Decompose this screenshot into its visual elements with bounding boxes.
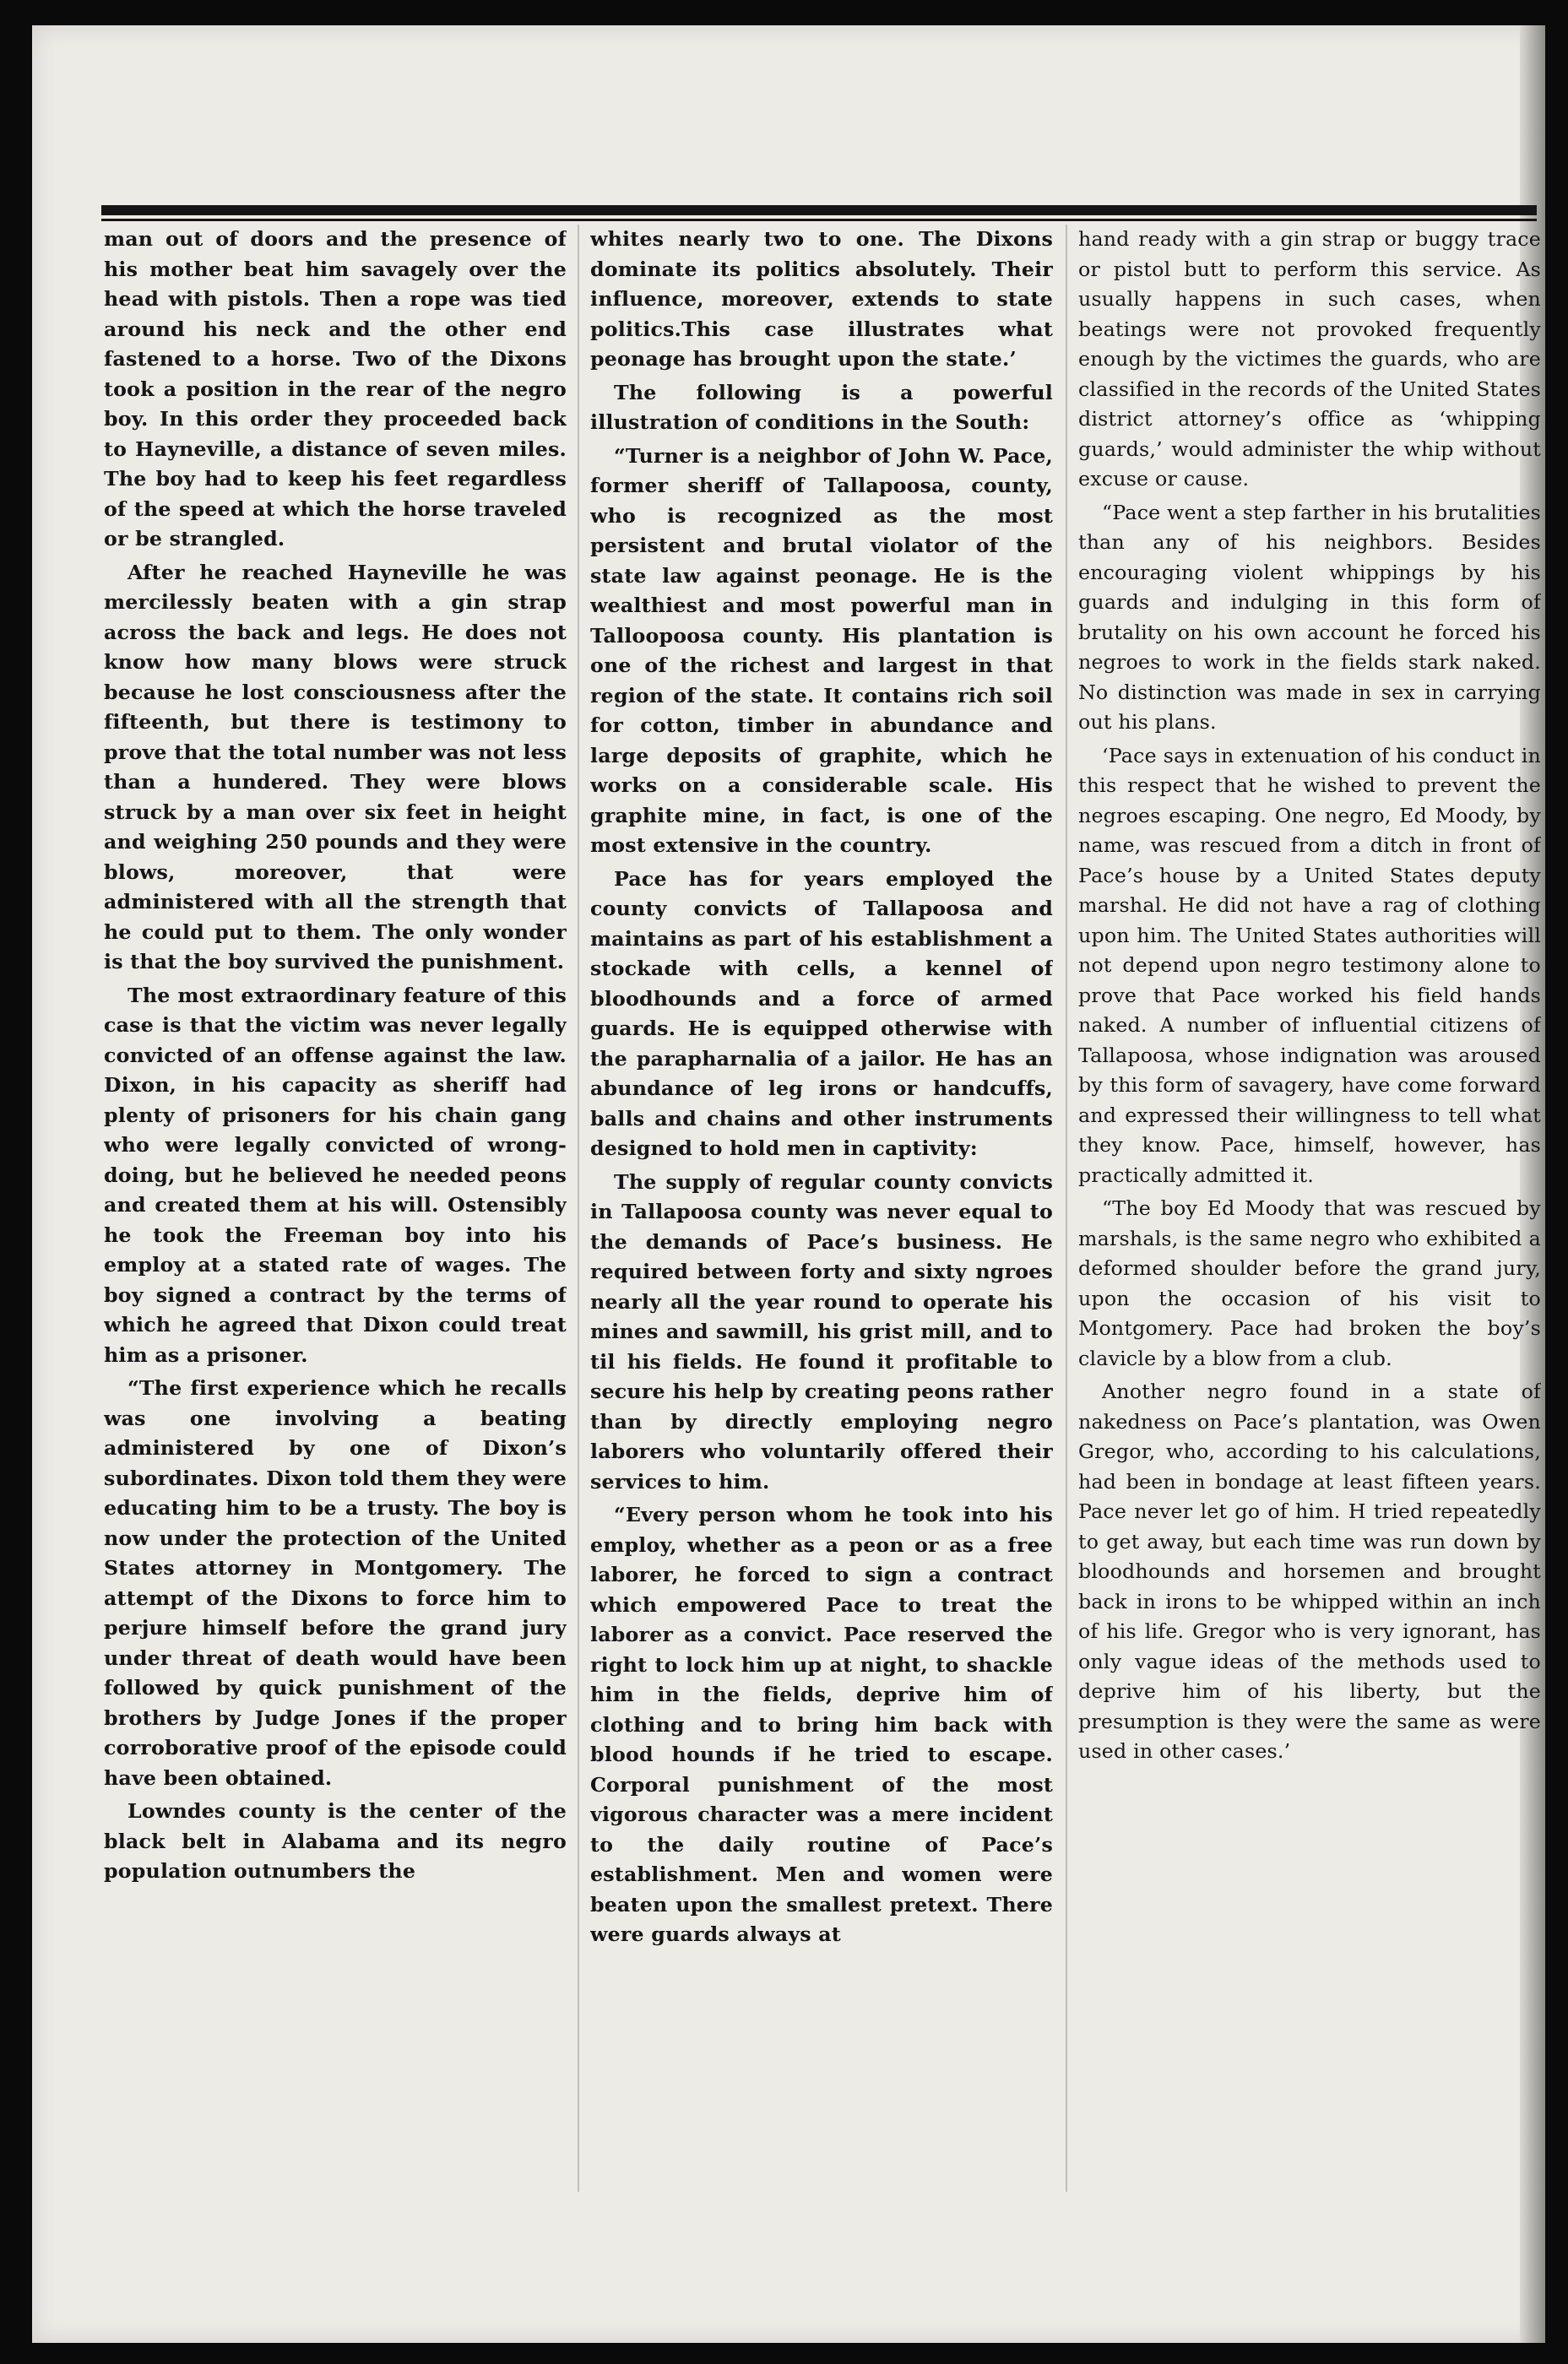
paragraph: “The boy Ed Moody that was rescued by marshals, is the same negro who exhibited a deformed shoulder before the grand jury, upon the occasion of his visit to Montgomery. Pace had broken the boy’s clavicle by a blow from a club. [1078,1196,1541,1370]
column-2 [590,225,1053,2192]
paragraph: Pace has for years employed the county convicts of Tallapoosa and maintains as part of his establishment a stockade with cells, a kennel of bloodhounds and a force of armed guards. He is equipped otherwise with the parapharnalia of a jailor. He has an abundance of leg irons or handcuffs, balls and chains and other instruments designed to hold men in captivity: [590,866,1053,1160]
column-divider [578,225,579,2192]
paragraph: “Pace went a step farther in his brutalities than any of his neighbors. Besides encouraging violent whippings by his guards and indulging in this form of brutality on his own account he forced his negroes to work in the fields stark naked. No distinction was made in sex in carrying out his plans. [1078,500,1541,734]
paragraph: Lowndes county is the center of the black belt in Alabama and its negro population outnumbers the [104,1799,567,1883]
column-divider [1066,225,1067,2192]
header-rule-thin [101,219,1537,221]
newspaper-page [32,25,1545,2343]
column-1 [104,225,567,2192]
paragraph: Another negro found in a state of nakedness on Pace’s plantation, was Owen Gregor, who, according to his calculations, had been in bondage at least fifteen years. Pace never let go of him. H tried repeatedly to get away, but each time was run down by bloodhounds and horsemen and brought back in irons to be whipped within an inch of his life. Gregor who is very ignorant, has only vague ideas of the methods used to deprive him of his liberty, but the presumption is they were the same as were used in other cases.’ [1078,1380,1541,1763]
paragraph: The following is a powerful illustration of conditions in the South: [590,380,1053,434]
paragraph: “The first experience which he recalls was one involving a beating administered by one of Dixon’s subordinates. Dixon told them they were educating him to be a trusty. The boy is now under the protection of the United States attorney in Montgomery. The attempt of the Dixons to force him to perjure himself before the grand jury under threat of death would have been followed by quick punishment of the brothers by Judge Jones if the proper corroborative proof of the episode could have been obtained. [104,1376,567,1790]
column-3 [1078,225,1541,2192]
paragraph: The most extraordinary feature of this case is that the victim was never legally convicted of an offense against the law. Dixon, in his capacity as sheriff had plenty of prisoners for his chain gang who were legally convicted of wrong-doing, but he believed he needed peons and created them at his will. Ostensibly he took the Freeman boy into his employ at a stated rate of wages. The boy signed a contract by the terms of which he agreed that Dixon could treat him as a prisoner. [104,983,567,1367]
paragraph: ‘Pace says in extenuation of his conduct in this respect that he wished to prevent the negroes escaping. One negro, Ed Moody, by name, was rescued from a ditch in front of Pace’s house by a United States deputy marshal. He did not have a rag of clothing upon him. The United States authorities will not depend upon negro testimony alone to prove that Pace worked his field hands naked. A number of influential citizens of Tallapoosa, whose indignation was aroused by this form of savagery, have come forward and expressed their willingness to tell what they know. Pace, himself, however, has practically admitted it. [1078,743,1541,1187]
header-rule-thick [101,205,1537,215]
paragraph: “Turner is a neighbor of John W. Pace, former sheriff of Tallapoosa, county, who is recognized as the most persistent and brutal violator of the state law against peonage. He is the wealthiest and most powerful man in Talloopoosa county. His plantation is one of the richest and largest in that region of the state. It contains rich soil for cotton, timber in abundance and large deposits of graphite, which he works on a considerable scale. His graphite mine, in fact, is one of the most extensive in the country. [590,443,1053,857]
article-columns [104,225,1539,2192]
paragraph: hand ready with a gin strap or buggy trace or pistol butt to perform this service. As usually happens in such cases, when beatings were not provoked frequently enough by the victimes the guards, who are classified in the records of the United States district attorney’s office as ‘whipping guards,’ would administer the whip without excuse or cause. [1078,227,1541,491]
paragraph: man out of doors and the presence of his mother beat him savagely over the head with pistols. Then a rope was tied around his neck and the other end fastened to a horse. Two of the Dixons took a position in the rear of the negro boy. In this order they proceeded back to Hayneville, a distance of seven miles. The boy had to keep his feet regardless of the speed at which the horse traveled or be strangled. [104,227,567,550]
paragraph: After he reached Hayneville he was mercilessly beaten with a gin strap across the back and legs. He does not know how many blows were struck because he lost consciousness after the fifteenth, but there is testimony to prove that the total number was not less than a hundered. They were blows struck by a man over six feet in height and weighing 250 pounds and they were blows, moreover, that were administered with all the strength that he could put to them. The only wonder is that the boy survived the punishment. [104,560,567,973]
paragraph: “Every person whom he took into his employ, whether as a peon or as a free laborer, he forced to sign a contract which empowered Pace to treat the laborer as a convict. Pace reserved the right to lock him up at night, to shackle him in the fields, deprive him of clothing and to bring him back with blood hounds if he tried to escape. Corporal punishment of the most vigorous character was a mere incident to the daily routine of Pace’s establishment. Men and women were beaten upon the smallest pretext. There were guards always at [590,1503,1053,1946]
paragraph: whites nearly two to one. The Dixons dominate its politics absolutely. Their influence, moreover, extends to state politics.This case illustrates what peonage has brought upon the state.’ [590,227,1053,371]
paragraph: The supply of regular county convicts in Tallapoosa county was never equal to the demands of Pace’s business. He required between forty and sixty ngroes nearly all the year round to operate his mines and sawmill, his grist mill, and to til his fields. He found it profitable to secure his help by creating peons rather than by directly employing negro laborers who voluntarily offered their services to him. [590,1169,1053,1494]
